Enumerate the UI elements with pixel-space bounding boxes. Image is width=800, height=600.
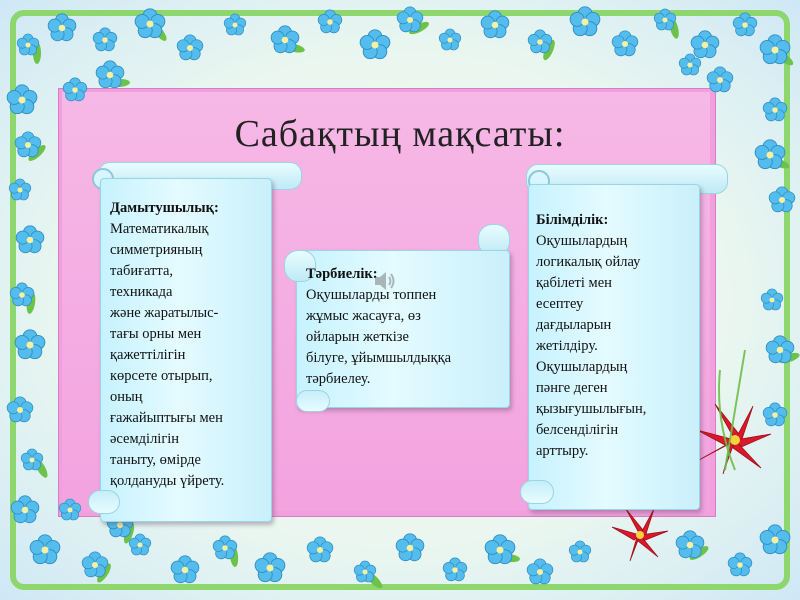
card-line: оның xyxy=(110,389,143,405)
slide-title: Сабақтың мақсаты: xyxy=(234,113,566,155)
speaker-icon[interactable] xyxy=(372,268,398,294)
card-line: Оқушыларды топпен xyxy=(306,287,437,303)
card-line: дағдыларын xyxy=(536,317,612,333)
card-line: логикалық ойлау xyxy=(536,254,641,270)
card-line: таныту, өмірде xyxy=(110,452,201,468)
card-heading: Білімділік: xyxy=(536,212,609,228)
card-line: қабілеті мен xyxy=(536,275,612,291)
card-line: қолдануды үйрету. xyxy=(110,473,225,489)
card-line: Математикалық xyxy=(110,221,209,237)
card-line: белсенділігін xyxy=(536,422,619,438)
card-line: жұмыс жасауға, өз xyxy=(306,308,421,324)
card-line: Оқушылардың xyxy=(536,233,628,249)
card-line: әсемдiлiгiн xyxy=(110,431,180,447)
card-line: техникада xyxy=(110,284,173,300)
card-line: есептеу xyxy=(536,296,584,312)
card-line: тағы орны мен xyxy=(110,326,202,342)
scroll-card-upbringing xyxy=(282,222,512,408)
card-line: білуге, ұйымшылдыққа xyxy=(306,350,452,366)
card-line: жетілдіру. xyxy=(536,338,598,354)
card-body xyxy=(110,219,270,492)
card-line: арттыру. xyxy=(536,443,589,459)
card-body xyxy=(306,285,506,390)
card-line: ғажайыптығы мен xyxy=(110,410,223,426)
card-line: қызығушылығын, xyxy=(536,401,647,417)
card-line: симметрияның xyxy=(110,242,203,258)
card-line: көрсете отырып, xyxy=(110,368,213,384)
card-line: ойларын жеткізе xyxy=(306,329,409,345)
scroll-card-development xyxy=(92,160,302,522)
card-line: табиғатта, xyxy=(110,263,174,279)
card-line: және жаратылыс- xyxy=(110,305,219,321)
card-line: қажеттілігін xyxy=(110,347,186,363)
card-heading: Дамытушылық: xyxy=(110,200,219,216)
card-body xyxy=(536,231,701,462)
card-heading: Тәрбиелік: xyxy=(306,266,378,282)
scroll-card-education xyxy=(522,164,728,510)
card-line: Оқушылардың xyxy=(536,359,628,375)
card-line: пәнге деген xyxy=(536,380,608,396)
card-line: тәрбиелеу. xyxy=(306,371,371,387)
